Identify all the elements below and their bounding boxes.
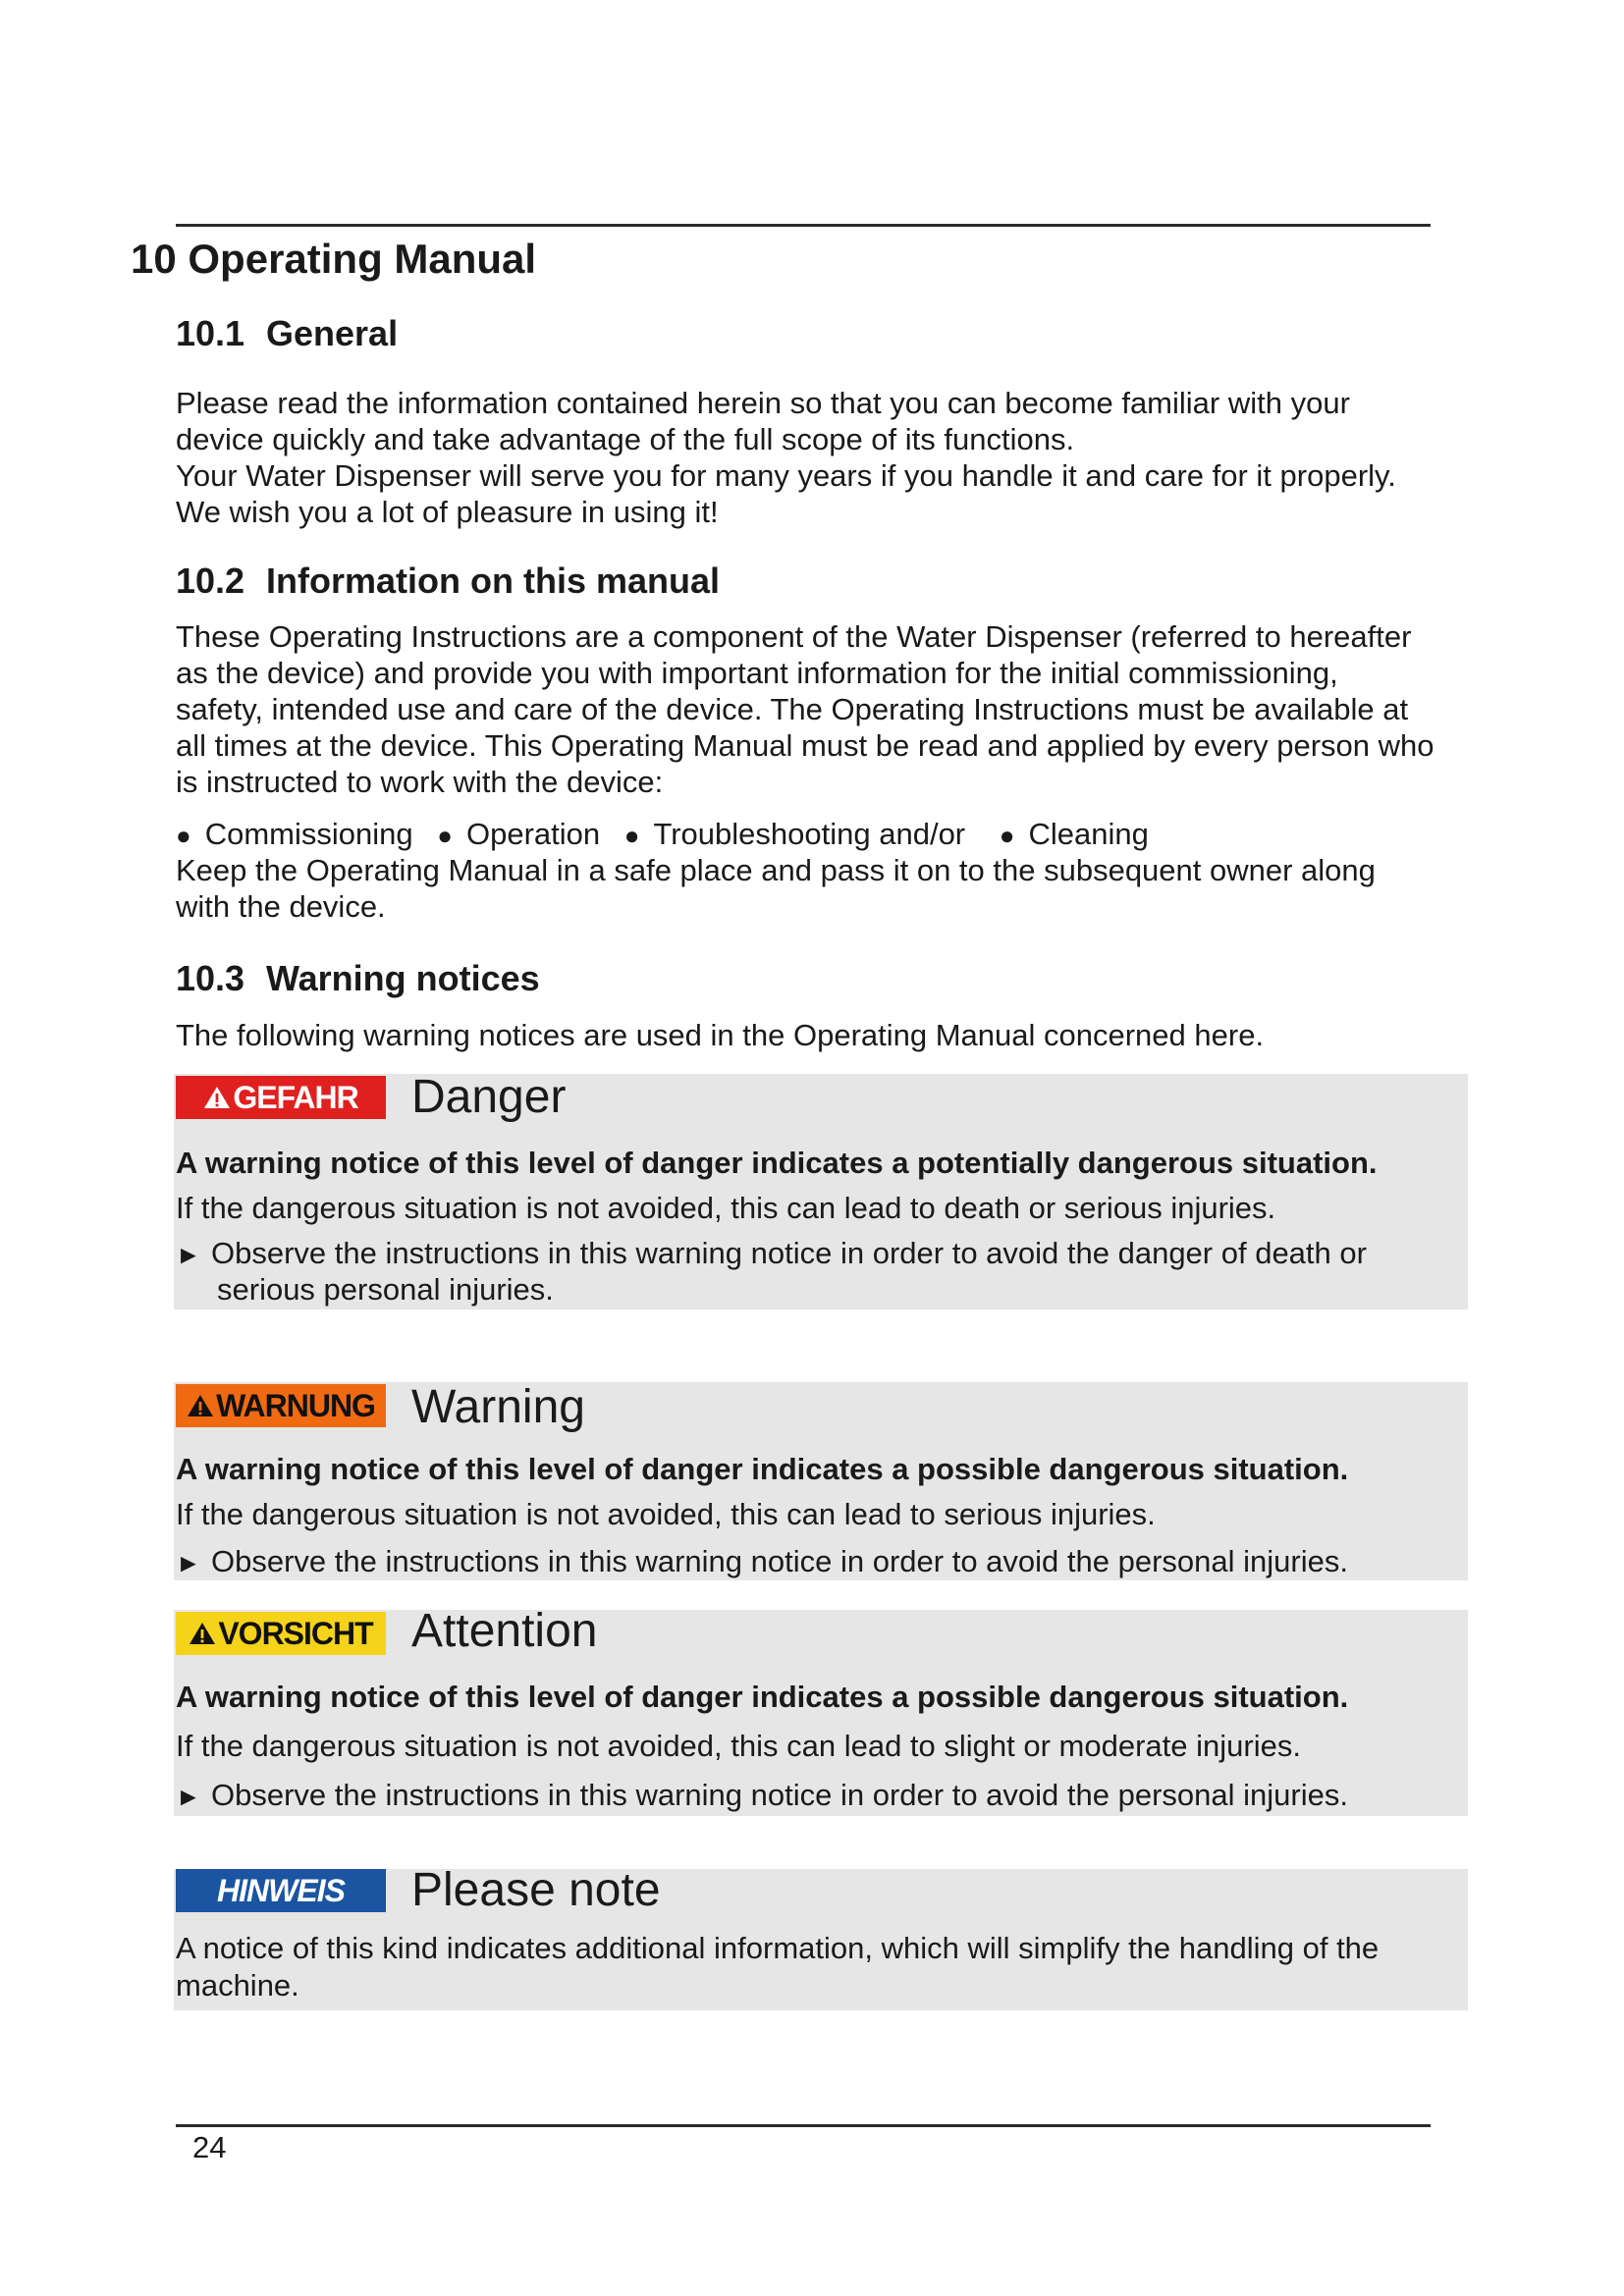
paragraph-line: Your Water Dispenser will serve you for many years if you handle it and care for it properly. [176, 458, 1396, 493]
caution-notice-panel [174, 1605, 1468, 1816]
footer-rule [176, 2124, 1431, 2127]
page-number: 24 [192, 2130, 227, 2164]
notice-title: Please note [411, 1864, 661, 1916]
notice-title: Attention [411, 1605, 598, 1657]
arrow-right-icon: ► [176, 1548, 201, 1577]
warning-triangle-icon [189, 1621, 216, 1646]
list-item [437, 816, 600, 854]
paragraph-line: Keep the Operating Manual in a safe place and pass it on to the subsequent owner along [176, 853, 1376, 887]
section-number: 10.3 [176, 958, 245, 998]
warning-badge [176, 1384, 386, 1427]
bullet-dot-icon: ● [437, 821, 453, 850]
section-number: 10.2 [176, 561, 245, 601]
warning-triangle-icon [203, 1085, 231, 1110]
section-number: 10.1 [176, 313, 245, 353]
list-item-label: Commissioning [204, 817, 413, 851]
section-title: Information on this manual [266, 561, 721, 601]
warning-triangle-icon [187, 1393, 214, 1418]
notice-consequence: If the dangerous situation is not avoided, this can lead to death or serious injuries. [176, 1191, 1276, 1225]
notice-title: Danger [411, 1071, 567, 1123]
list-item [176, 816, 413, 854]
notice-consequence: If the dangerous situation is not avoided, this can lead to slight or moderate injuries. [176, 1729, 1301, 1763]
task-bullet-list [176, 816, 1164, 854]
list-item-label: Operation [465, 817, 601, 851]
warning-intro [176, 1017, 1472, 1053]
notice-body-continued: machine. [176, 1968, 299, 2002]
instruction-text: Observe the instructions in this warning notice in order to avoid the personal injuries. [211, 1544, 1348, 1578]
section-heading-warning-notices [176, 957, 540, 1000]
notice-headline: A warning notice of this level of danger indicates a potentially dangerous situation. [176, 1146, 1378, 1180]
warning-notice-panel [174, 1382, 1468, 1580]
info-notice-panel [174, 1864, 1468, 2010]
arrow-right-icon: ► [176, 1240, 201, 1269]
paragraph-line: We wish you a lot of pleasure in using it! [176, 495, 719, 529]
list-item [1000, 816, 1149, 854]
danger-notice-panel [174, 1071, 1468, 1309]
paragraph-line: is instructed to work with the device: [176, 765, 664, 799]
badge-label: WARNUNG [216, 1387, 375, 1423]
paragraph-line: as the device) and provide you with important information for the initial commissioning, [176, 656, 1338, 690]
paragraph-line: These Operating Instructions are a component of the Water Dispenser (referred to hereafter [176, 619, 1412, 654]
caution-badge [176, 1612, 386, 1655]
list-item-label: Troubleshooting and/or [653, 817, 966, 851]
notice-body: A notice of this kind indicates additional information, which will simplify the handling of the [176, 1931, 1380, 1965]
badge-label: GEFAHR [233, 1079, 358, 1115]
badge-label: VORSICHT [218, 1615, 373, 1651]
paragraph-line: safety, intended use and care of the device. The Operating Instructions must be available at [176, 692, 1409, 726]
notice-instruction [176, 1235, 1367, 1273]
general-paragraph [176, 385, 1472, 530]
section-title: General [266, 313, 399, 353]
list-item [624, 816, 965, 854]
section-title: Warning notices [266, 958, 540, 998]
badge-label: HINWEIS [217, 1872, 345, 1908]
notice-headline: A warning notice of this level of danger indicates a possible dangerous situation. [176, 1452, 1349, 1486]
notice-instruction [176, 1543, 1348, 1581]
notice-headline: A warning notice of this level of danger indicates a possible dangerous situation. [176, 1680, 1349, 1714]
section-heading-general [176, 312, 398, 355]
notice-consequence: If the dangerous situation is not avoided, this can lead to serious injuries. [176, 1497, 1156, 1531]
paragraph-line: device quickly and take advantage of the full scope of its functions. [176, 422, 1075, 456]
notice-title: Warning [411, 1381, 585, 1433]
instruction-text: Observe the instructions in this warning notice in order to avoid the danger of death or [211, 1236, 1367, 1270]
bullet-dot-icon: ● [999, 821, 1015, 850]
paragraph-line: The following warning notices are used in the Operating Manual concerned here. [176, 1018, 1265, 1052]
notice-badge [176, 1869, 386, 1912]
bullet-dot-icon: ● [623, 821, 640, 850]
chapter-title: 10 Operating Manual [131, 236, 537, 282]
info-paragraph [176, 618, 1472, 800]
bullet-dot-icon: ● [176, 821, 191, 850]
paragraph-line: all times at the device. This Operating Manual must be read and applied by every person who [176, 728, 1435, 763]
list-item-label: Cleaning [1028, 817, 1149, 851]
info-closing [176, 852, 1472, 925]
header-rule [176, 224, 1431, 227]
instruction-text: Observe the instructions in this warning notice in order to avoid the personal injuries. [211, 1778, 1348, 1812]
arrow-right-icon: ► [176, 1782, 201, 1811]
paragraph-line: with the device. [176, 889, 386, 924]
notice-instruction-continued: serious personal injuries. [217, 1272, 554, 1307]
paragraph-line: Please read the information contained herein so that you can become familiar with your [176, 386, 1350, 420]
notice-instruction [176, 1777, 1348, 1815]
section-heading-information [176, 560, 720, 603]
danger-badge [176, 1076, 386, 1119]
